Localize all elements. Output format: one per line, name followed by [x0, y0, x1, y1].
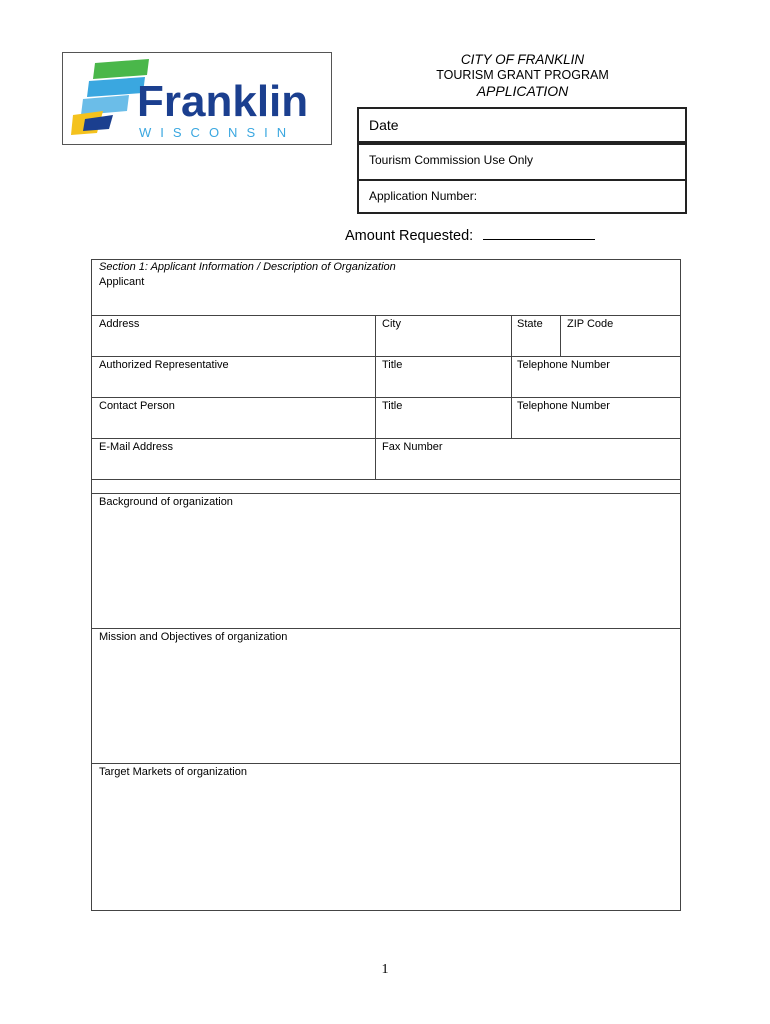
divider: [92, 356, 680, 357]
date-field[interactable]: [357, 107, 687, 143]
commission-use-label: Tourism Commission Use Only: [369, 153, 534, 167]
page-number: 1: [381, 962, 389, 977]
application-number-field[interactable]: [359, 179, 685, 214]
svg-text:Franklin: Franklin: [137, 77, 309, 126]
divider: [92, 763, 680, 764]
contact-person-field[interactable]: Contact Person: [99, 400, 175, 412]
rep-phone-field[interactable]: Telephone Number: [517, 359, 610, 371]
mission-field[interactable]: Mission and Objectives of organization: [99, 631, 288, 643]
divider: [92, 315, 680, 316]
target-markets-field[interactable]: Target Markets of organization: [99, 766, 247, 778]
header-city: CITY OF FRANKLIN: [460, 52, 585, 67]
email-field[interactable]: E-Mail Address: [99, 441, 173, 453]
application-number-label: Application Number:: [369, 189, 478, 203]
contact-title-field[interactable]: Title: [382, 400, 403, 412]
header-doc-type: APPLICATION: [476, 83, 569, 99]
applicant-field[interactable]: Applicant: [99, 276, 145, 288]
divider: [92, 493, 680, 494]
divider: [511, 315, 512, 438]
divider: [92, 628, 680, 629]
commission-use-row: [359, 145, 685, 180]
svg-text:WISCONSIN: WISCONSIN: [139, 125, 296, 140]
background-field[interactable]: Background of organization: [99, 496, 233, 508]
state-field[interactable]: State: [517, 318, 543, 330]
fax-field[interactable]: Fax Number: [382, 441, 443, 453]
amount-requested: [345, 228, 595, 244]
amount-requested-field[interactable]: [483, 228, 595, 240]
contact-phone-field[interactable]: Telephone Number: [517, 400, 610, 412]
zip-field[interactable]: ZIP Code: [567, 318, 614, 330]
amount-requested-label: Amount Requested:: [345, 228, 474, 244]
divider: [92, 397, 680, 398]
rep-title-field[interactable]: Title: [382, 359, 403, 371]
address-field[interactable]: Address: [99, 318, 140, 330]
divider: [375, 315, 376, 479]
date-label: Date: [369, 117, 399, 133]
authorized-rep-field[interactable]: Authorized Representative: [99, 359, 229, 371]
divider: [92, 479, 680, 480]
header-program: TOURISM GRANT PROGRAM: [436, 68, 609, 82]
section1-title: Section 1: Applicant Information / Description of Organization: [99, 261, 396, 273]
city-field[interactable]: City: [382, 318, 401, 330]
franklin-flag-icon: [63, 53, 333, 146]
section1-form: [91, 259, 681, 911]
commission-use-box: [357, 143, 687, 214]
divider: [92, 438, 680, 439]
franklin-logo: [62, 52, 332, 145]
divider: [560, 315, 561, 356]
